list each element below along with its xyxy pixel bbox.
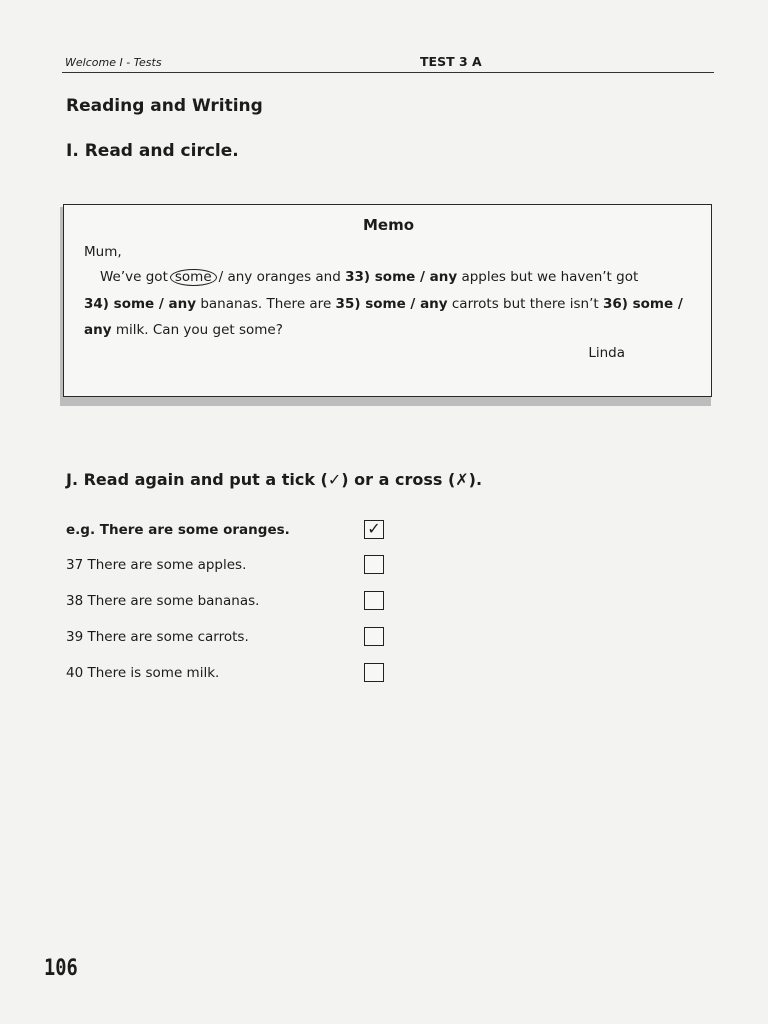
test-label: TEST 3 A xyxy=(420,54,482,69)
answer-checkbox[interactable] xyxy=(364,663,384,682)
answer-checkbox[interactable] xyxy=(364,555,384,574)
memo-signature: Linda xyxy=(588,345,625,361)
memo-text: milk. Can you get some? xyxy=(111,322,283,338)
list-item-39 xyxy=(66,627,396,649)
header-rule xyxy=(62,72,714,73)
memo-box xyxy=(63,204,712,397)
choice-34[interactable]: 34) some / any xyxy=(84,296,197,312)
choice-35[interactable]: 35) some / any xyxy=(335,296,448,312)
memo-text: bananas. There are xyxy=(196,296,336,312)
circled-example-answer: some xyxy=(170,269,217,286)
item-label: 37 There are some apples. xyxy=(66,557,247,573)
memo-line-2 xyxy=(84,294,683,314)
memo-text: apples but we haven’t got xyxy=(457,269,639,285)
memo-title: Memo xyxy=(362,216,415,234)
choice-33[interactable]: 33) some / any xyxy=(345,269,458,285)
memo-line-3 xyxy=(84,320,283,340)
answer-checkbox[interactable] xyxy=(364,627,384,646)
memo-text: carrots but there isn’t xyxy=(447,296,603,312)
choice-36[interactable]: 36) some / xyxy=(602,296,683,312)
item-label: 39 There are some carrots. xyxy=(66,629,249,645)
page-number: 106 xyxy=(44,956,78,981)
list-item-38 xyxy=(66,591,396,613)
list-item-40 xyxy=(66,663,396,685)
item-label: e.g. There are some oranges. xyxy=(66,522,290,538)
list-item-example xyxy=(66,520,396,542)
item-label: 40 There is some milk. xyxy=(66,665,220,681)
tick-checkbox[interactable]: ✓ xyxy=(364,520,384,539)
item-label: 38 There are some bananas. xyxy=(66,593,260,609)
choice-36-any[interactable]: any xyxy=(84,322,112,338)
memo-greeting: Mum, xyxy=(84,244,122,260)
answer-checkbox[interactable] xyxy=(364,591,384,610)
memo-line-1 xyxy=(100,267,638,287)
memo-text: / any oranges and xyxy=(218,269,346,285)
header-left: Welcome I - Tests xyxy=(65,56,162,69)
memo-text: We’ve got xyxy=(100,269,168,285)
part-i-heading: I. Read and circle. xyxy=(66,141,239,161)
list-item-37 xyxy=(66,555,396,577)
part-j-heading: J. Read again and put a tick (✓) or a cross (✗). xyxy=(66,470,483,489)
section-title: Reading and Writing xyxy=(66,96,263,116)
